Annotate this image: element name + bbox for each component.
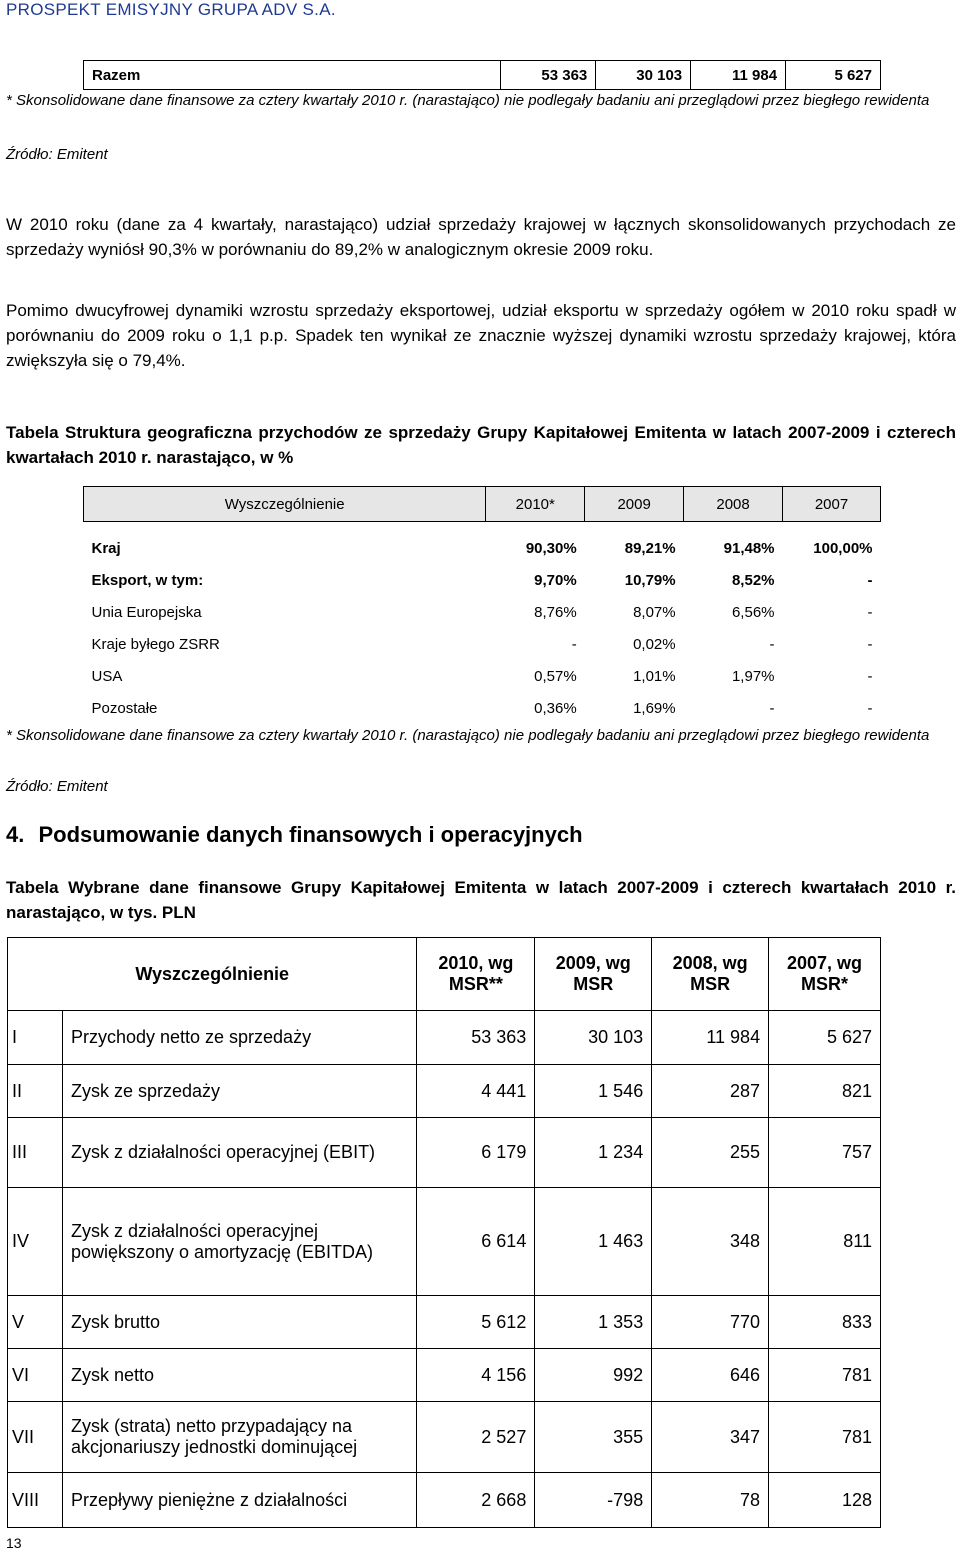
razem-value: 11 984 bbox=[691, 61, 786, 90]
fin-row-label: Zysk brutto bbox=[62, 1296, 416, 1349]
geo-cell: 0,36% bbox=[534, 699, 577, 717]
razem-row bbox=[84, 61, 881, 90]
geo-cell: 8,76% bbox=[534, 603, 577, 621]
geo-header-cell: Wyszczególnienie bbox=[84, 487, 486, 522]
paragraph-domestic-share: W 2010 roku (dane za 4 kwartały, narastająco) udział sprzedaży krajowej w łącznych skonsolidowanych przychodach ze sprzedaży wyniósł 90,3% w porównaniu do 89,2% w analogicznym okresie 2009 roku. bbox=[6, 215, 956, 259]
geo-table-caption: Tabela Struktura geograficzna przychodów ze sprzedaży Grupy Kapitałowej Emitenta w latach 2007-2009 i czterech kwartałach 2010 r. narastająco, w % bbox=[6, 423, 956, 467]
fin-cell: 5 627 bbox=[769, 1011, 881, 1065]
fin-cell: 11 984 bbox=[652, 1011, 769, 1065]
geo-row-label: Kraje byłego ZSRR bbox=[91, 635, 220, 653]
fin-header-cell: 2008, wg MSR bbox=[652, 938, 769, 1011]
geo-header-row bbox=[84, 487, 881, 522]
geo-cell: - bbox=[769, 699, 775, 717]
geo-cell: 0,57% bbox=[534, 667, 577, 685]
fin-table-row bbox=[8, 1011, 881, 1065]
fin-cell: 781 bbox=[769, 1402, 881, 1473]
geo-table-row bbox=[84, 692, 881, 724]
fin-cell: 255 bbox=[652, 1118, 769, 1188]
geo-table-row bbox=[84, 532, 881, 564]
fin-table-row bbox=[8, 1118, 881, 1188]
fin-row-label: Zysk (strata) netto przypadający na akcjonariuszy jednostki dominującej bbox=[62, 1402, 416, 1473]
fin-cell: 30 103 bbox=[535, 1011, 652, 1065]
geo-cell: 1,97% bbox=[731, 667, 775, 685]
fin-cell: 287 bbox=[652, 1065, 769, 1118]
source-note: Źródło: Emitent bbox=[6, 146, 108, 163]
financial-data-table bbox=[7, 937, 881, 1528]
geo-cell: 8,07% bbox=[633, 603, 676, 621]
fin-header-cell: 2007, wg MSR* bbox=[769, 938, 881, 1011]
fin-cell: 6 179 bbox=[417, 1118, 535, 1188]
fin-cell: 646 bbox=[652, 1349, 769, 1402]
paragraph-export-share: Pomimo dwucyfrowej dynamiki wzrostu sprzedaży eksportowej, udział eksportu w sprzedaży ogółem w 2010 roku spadł w porównaniu do 2009 roku o 1,1 p.p. Spadek ten wynikał ze znacznie wyższej dynamiki wzrostu sprzedaży krajowej, która zwiększyła się o 79,4%. bbox=[6, 301, 956, 370]
geo-header-cell: 2009 bbox=[585, 487, 684, 522]
fin-cell: 2 527 bbox=[417, 1402, 535, 1473]
fin-row-number: V bbox=[8, 1296, 63, 1349]
geo-cell: - bbox=[867, 603, 873, 621]
geo-row-label: Unia Europejska bbox=[91, 603, 202, 621]
fin-header-row bbox=[8, 938, 881, 1011]
fin-header-cell: 2010, wg MSR** bbox=[417, 938, 535, 1011]
section-number: 4. bbox=[6, 822, 25, 847]
geo-cell: 100,00% bbox=[813, 539, 873, 557]
fin-cell: 348 bbox=[652, 1188, 769, 1296]
fin-row-label: Zysk netto bbox=[62, 1349, 416, 1402]
geo-table-row bbox=[84, 660, 881, 692]
geo-cell: - bbox=[867, 571, 873, 589]
fin-cell: 4 156 bbox=[417, 1349, 535, 1402]
fin-table-row bbox=[8, 1473, 881, 1528]
geo-table-row bbox=[84, 628, 881, 660]
geo-cell: 0,02% bbox=[633, 635, 676, 653]
geo-cell: 10,79% bbox=[624, 571, 676, 589]
geo-cell: 90,30% bbox=[525, 539, 577, 557]
fin-row-number: VIII bbox=[8, 1473, 63, 1528]
geo-row-label: Kraj bbox=[91, 539, 121, 557]
fin-row-label: Przepływy pieniężne z działalności bbox=[62, 1473, 416, 1528]
geo-cell: - bbox=[867, 635, 873, 653]
fin-cell: 821 bbox=[769, 1065, 881, 1118]
razem-summary-table bbox=[83, 60, 881, 90]
fin-table-row bbox=[8, 1296, 881, 1349]
geo-header-cell: 2010* bbox=[486, 487, 585, 522]
geo-spacer-row bbox=[84, 522, 881, 533]
fin-cell: 355 bbox=[535, 1402, 652, 1473]
fin-cell: 781 bbox=[769, 1349, 881, 1402]
section-title: Podsumowanie danych finansowych i operacyjnych bbox=[38, 822, 583, 847]
fin-row-label: Zysk z działalności operacyjnej (EBIT) bbox=[62, 1118, 416, 1188]
page-number: 13 bbox=[6, 1535, 22, 1551]
geo-row-label: USA bbox=[91, 667, 123, 685]
section-heading bbox=[6, 822, 583, 848]
fin-header-cell: 2009, wg MSR bbox=[535, 938, 652, 1011]
fin-row-number: VII bbox=[8, 1402, 63, 1473]
fin-cell: 1 353 bbox=[535, 1296, 652, 1349]
fin-cell: -798 bbox=[535, 1473, 652, 1528]
fin-row-number: III bbox=[8, 1118, 63, 1188]
geo-cell: 1,69% bbox=[633, 699, 676, 717]
fin-table-row bbox=[8, 1349, 881, 1402]
geo-cell: 6,56% bbox=[731, 603, 775, 621]
geo-header-cell: 2008 bbox=[684, 487, 783, 522]
geo-row-label: Eksport, w tym: bbox=[91, 571, 204, 589]
geo-row-label: Pozostałe bbox=[91, 699, 158, 717]
fin-cell: 78 bbox=[652, 1473, 769, 1528]
fin-row-label: Zysk ze sprzedaży bbox=[62, 1065, 416, 1118]
fin-row-number: II bbox=[8, 1065, 63, 1118]
fin-table-row bbox=[8, 1188, 881, 1296]
fin-cell: 811 bbox=[769, 1188, 881, 1296]
fin-cell: 1 546 bbox=[535, 1065, 652, 1118]
document-header-title: PROSPEKT EMISYJNY GRUPA ADV S.A. bbox=[6, 0, 336, 19]
fin-cell: 770 bbox=[652, 1296, 769, 1349]
fin-cell: 1 463 bbox=[535, 1188, 652, 1296]
fin-table-caption: Tabela Wybrane dane finansowe Grupy Kapitałowej Emitenta w latach 2007-2009 i czterech kwartałach 2010 r. narastająco, w tys. PLN bbox=[6, 878, 956, 922]
geo-header-cell: 2007 bbox=[783, 487, 881, 522]
geo-cell: 89,21% bbox=[624, 539, 676, 557]
fin-table-row bbox=[8, 1065, 881, 1118]
fin-cell: 1 234 bbox=[535, 1118, 652, 1188]
geo-cell: - bbox=[867, 699, 873, 717]
fin-cell: 53 363 bbox=[417, 1011, 535, 1065]
fin-row-number: I bbox=[8, 1011, 63, 1065]
fin-header-cell: Wyszczególnienie bbox=[8, 938, 417, 1011]
geo-cell: - bbox=[769, 635, 775, 653]
fin-cell: 992 bbox=[535, 1349, 652, 1402]
geo-table-row bbox=[84, 564, 881, 596]
fin-cell: 2 668 bbox=[417, 1473, 535, 1528]
fin-row-label: Zysk z działalności operacyjnej powiększony o amortyzację (EBITDA) bbox=[62, 1188, 416, 1296]
fin-cell: 833 bbox=[769, 1296, 881, 1349]
geographic-structure-table bbox=[83, 486, 881, 724]
fin-table-row bbox=[8, 1402, 881, 1473]
geo-table-row bbox=[84, 596, 881, 628]
geo-cell: 1,01% bbox=[633, 667, 676, 685]
razem-value: 53 363 bbox=[501, 61, 596, 90]
razem-label: Razem bbox=[84, 61, 501, 90]
fin-row-label: Przychody netto ze sprzedaży bbox=[62, 1011, 416, 1065]
fin-row-number: IV bbox=[8, 1188, 63, 1296]
geo-cell: 91,48% bbox=[723, 539, 775, 557]
fin-cell: 347 bbox=[652, 1402, 769, 1473]
geo-cell: - bbox=[571, 635, 577, 653]
fin-cell: 4 441 bbox=[417, 1065, 535, 1118]
footnote-unaudited: * Skonsolidowane dane finansowe za cztery kwartały 2010 r. (narastająco) nie podlegały badaniu ani przeglądowi przez biegłego rewidenta bbox=[6, 92, 930, 109]
fin-row-number: VI bbox=[8, 1349, 63, 1402]
fin-cell: 128 bbox=[769, 1473, 881, 1528]
fin-cell: 757 bbox=[769, 1118, 881, 1188]
geo-cell: - bbox=[867, 667, 873, 685]
razem-value: 30 103 bbox=[596, 61, 691, 90]
fin-cell: 5 612 bbox=[417, 1296, 535, 1349]
source-note: Źródło: Emitent bbox=[6, 778, 108, 795]
razem-value: 5 627 bbox=[786, 61, 881, 90]
footnote-unaudited: * Skonsolidowane dane finansowe za cztery kwartały 2010 r. (narastająco) nie podlegały badaniu ani przeglądowi przez biegłego rewidenta bbox=[6, 727, 930, 744]
geo-cell: 9,70% bbox=[534, 571, 577, 589]
geo-cell: 8,52% bbox=[731, 571, 775, 589]
fin-cell: 6 614 bbox=[417, 1188, 535, 1296]
